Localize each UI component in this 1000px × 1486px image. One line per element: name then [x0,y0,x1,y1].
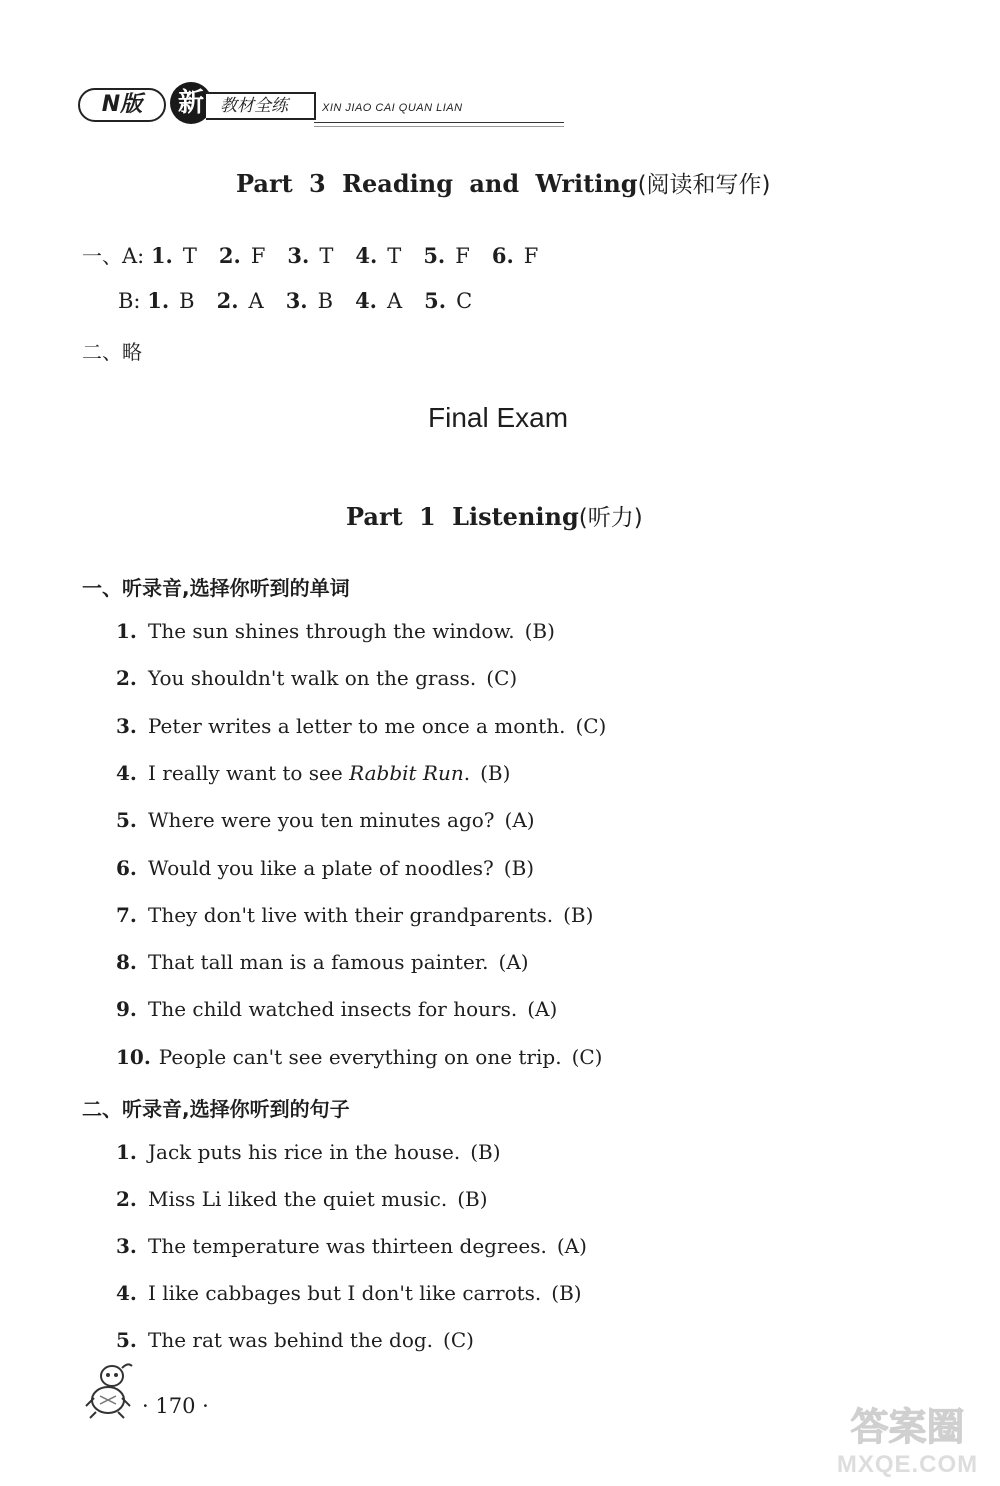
list-item [116,1187,488,1211]
list-item [116,856,534,880]
item-text: I like cabbages but I don't like carrots. [148,1281,542,1305]
list-item [116,666,517,690]
item-answer: (B) [480,760,511,785]
item-answer: (B) [503,855,535,880]
answer-number: 4. [355,243,378,268]
answer-pair [287,244,333,268]
list-item [116,714,606,738]
item-number: 5. [116,1328,137,1352]
item-number: 1. [116,619,137,643]
item-number: 1. [116,1140,137,1164]
answer-number: 2. [216,288,239,313]
answer-pair [219,244,266,268]
answer-value: T [387,244,402,268]
list-item [116,619,555,643]
mascot-icon [82,1360,138,1422]
item-title-italic: Rabbit Run [349,760,464,785]
item-answer: (C) [443,1328,474,1352]
answer-value: F [455,244,470,268]
list-item [116,903,593,927]
xin-badge: 新 [170,82,212,124]
item-answer: (B) [551,1281,582,1305]
item-text: The child watched insects for hours. [148,997,518,1022]
item-answer: (A) [556,1234,587,1258]
list-item [116,1140,501,1164]
answer-pair [355,244,401,268]
item-answer: (A) [527,997,558,1022]
final-exam-title: Final Exam [428,402,569,433]
item-number: 8. [116,950,137,975]
part3-row-b [118,288,472,313]
listening-section1-heading: 一、听录音,选择你听到的单词 [82,576,350,600]
answer-number: 4. [355,288,377,313]
answer-pair [151,244,197,268]
item-answer: (B) [524,619,555,643]
item-text: That tall man is a famous painter. [148,950,489,975]
item-text: The sun shines through the window. [148,619,515,643]
part3-heading [236,166,771,199]
answer-pair [286,289,333,313]
item-number: 4. [116,1281,137,1305]
item-answer: (B) [563,902,594,927]
row-b-label: B: [118,289,141,313]
item-number: 9. [116,997,137,1022]
item-answer: (A) [498,950,529,975]
part1-title-cn: (听力) [578,505,643,531]
page-number: · 170 · [142,1394,209,1418]
item-number: 5. [116,808,137,833]
header-rule [314,122,564,123]
section-label: 一、 [82,244,122,268]
list-item [116,950,529,974]
answer-number: 6. [491,243,514,268]
answer-pair [355,289,402,313]
part1-title: Part 1 Listening [346,502,579,531]
series-pinyin: XIN JIAO CAI QUAN LIAN [322,102,463,114]
watermark-line1: 答案圈 [850,1405,965,1449]
item-answer: (B) [457,1187,488,1211]
edition-badge: N版 [78,88,166,122]
header-rule-thin [314,126,564,127]
watermark-line2: MXQE.COM [836,1451,979,1478]
item-text: They don't live with their grandparents. [148,902,554,927]
answer-value: B [179,289,195,313]
item-number: 10. [116,1044,151,1069]
answer-number: 5. [423,243,446,268]
row-b-answers [147,289,472,313]
list-item [116,1234,587,1258]
item-text: Peter writes a letter to me once a month. [148,713,566,738]
item-text: I really want to see [148,760,343,785]
answer-value: A [387,289,403,313]
answer-pair [424,289,472,313]
answer-number: 3. [285,288,308,313]
answer-number: 2. [218,243,241,268]
page-header [78,82,568,132]
item-answer: (B) [470,1140,501,1164]
row-a-label: A: [122,244,145,268]
part3-row-a [82,240,538,269]
answer-pair [423,244,470,268]
item-answer: (A) [504,808,535,833]
item-text: You shouldn't walk on the grass. [148,666,477,691]
answer-number: 1. [150,243,173,268]
row-a-answers [151,244,538,268]
part1-heading [346,499,643,532]
answer-number: 5. [424,288,447,313]
list-item [116,761,510,785]
series-title: 教材全练 [206,92,316,120]
list-item [116,1281,582,1305]
part3-title: Part 3 Reading and Writing [236,169,638,198]
answer-number: 3. [287,243,310,268]
answer-pair [217,289,264,313]
answer-value: F [523,244,539,268]
item-number: 3. [116,1234,137,1258]
item-text: The rat was behind the dog. [148,1328,434,1352]
item-number: 6. [116,855,137,880]
item-answer: (C) [486,666,518,691]
item-tail: . [463,760,471,785]
answer-number: 1. [147,288,170,313]
item-answer: (C) [575,713,607,738]
answer-pair [147,289,194,313]
answer-pair [492,244,539,268]
item-number: 2. [116,1187,137,1211]
answer-value: B [317,289,334,313]
item-text: People can't see everything on one trip. [158,1044,562,1069]
list-item [116,1328,474,1352]
item-number: 4. [116,760,137,785]
item-text: Where were you ten minutes ago? [148,808,495,833]
item-text: Would you like a plate of noodles? [148,855,494,880]
answer-value: T [182,244,197,268]
answer-value: F [250,244,266,268]
answer-value: C [456,289,473,313]
part3-section2: 二、略 [82,340,142,364]
item-number: 7. [116,902,137,927]
watermark [820,1396,995,1484]
part3-title-cn: (阅读和写作) [637,172,771,198]
item-answer: (C) [571,1044,603,1069]
answer-value: A [248,289,264,313]
item-number: 2. [116,666,137,691]
listening-section2-heading: 二、听录音,选择你听到的句子 [82,1097,350,1121]
item-text: Miss Li liked the quiet music. [148,1187,448,1211]
answer-value: T [319,244,334,268]
item-text: The temperature was thirteen degrees. [148,1234,547,1258]
list-item [116,808,535,832]
item-text: Jack puts his rice in the house. [148,1140,461,1164]
list-item [116,1045,602,1069]
list-item [116,997,557,1021]
item-number: 3. [116,713,137,738]
